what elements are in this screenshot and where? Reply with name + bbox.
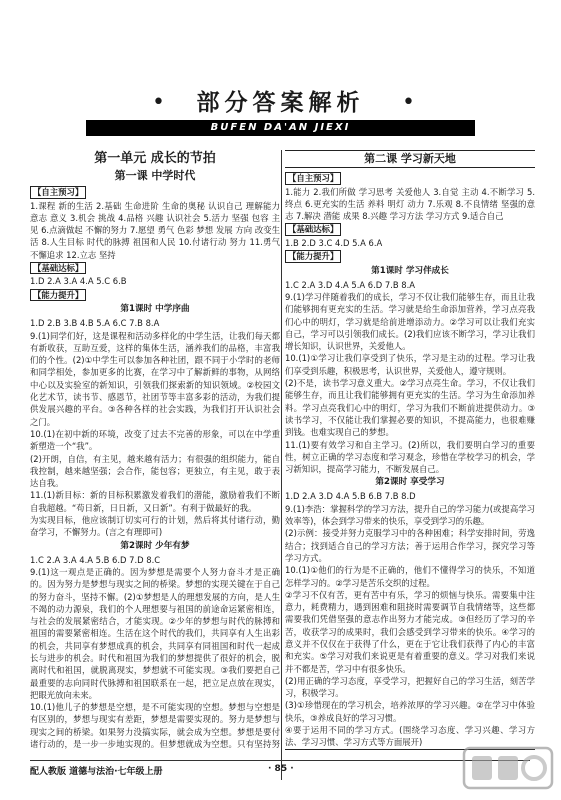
answer-paragraph: (2)示例：接受并努力克服学习中的各种困难；科学安排时间，劳逸结合；找到适合自己的学习方法；善于运用合作学习，探究学习等学习方式。 [285,528,535,563]
answer-paragraph: (2)用正确的学习态度，享受学习，把握好自己的学习生活，刻苦学习，积极学习。 [285,675,535,699]
answer-paragraph: 10.(1)①他们的行为是不正确的，他们不懂得学习的快乐，不知道怎样学习的。②学习是苦乐交织的过程。 [285,565,535,588]
answer-paragraph: 11.(1)新目标：新的目标积累激发着我们的潜能，激励着我们不断自我超越。“苟日新，日日新，又日新”。有利于做最好的我。 [30,490,280,513]
choice-answers: 1.C 2.A 3.D 4.A 5.A 6.D 7.B 8.A [285,279,415,290]
choice-answers: 1.D 2.A 3.D 4.A 5.B 6.B 7.B 8.D [285,491,416,502]
answer-paragraph: 9.(1)同学们好，这是课程和活动多样化的中学生活，让我们每天都有新收获，互助互爱，这样的集体生活，涵养我们的品格，丰富我们的个性。(2)①中学生可以参加各种社团，跟不同于小学时的老师和同学相处，参加更多的比赛，在学习中了解新鲜的事物，从网络中心以及实验室的新知识，引领我们探索新的知识领域。②校园文化艺术节，读书节、感恩节，社团节等丰富多彩的活动，为我们提供发展兴趣的平台。③各种各样的社会实践，为我们打开认识社会之门。 [30,330,280,427]
section-tag-preview: 【自主预习】 [285,172,341,185]
hour-title: 第1课时 学习伴成长 [371,265,449,276]
choice-answers: 1.D 2.B 3.B 4.B 5.A 6.C 7.B 8.A [30,318,160,329]
section-tag-ability: 【能力提升】 [30,289,86,302]
hour-title: 第1课时 中学序曲 [120,304,190,315]
answer-paragraph: 为实现目标，他应该制订切实可行的计划，然后将其付诸行动，勤奋学习，不懈努力。(言之有理即可) [30,515,280,538]
answer-paragraph: 9.(1)李浩：掌握科学的学习方法，提升自己的学习能力(或提高学习效率等)，体会到学习带来的快乐，享受到学习的乐趣。 [285,503,535,527]
left-column [30,150,280,750]
column-divider [281,150,282,780]
watermark-logo-icon [462,742,554,794]
answer-paragraph: ②学习不仅有苦，更有苦中有乐，学习的烦恼与快乐。需要集中注意力，耗费精力，遇到困难和阻挠时需要调节自我情绪等，这些都需要我们凭借坚强的意志作出努力才能完成。③但经历了学习的辛苦，收获学习的成果时，我们会感受到学习带来的快乐。④学习的意义并不仅仅在于获得了什么，更在于它让我们获得了内心的丰富和充实。⑤学习对我们来说更是有着重要的意义。学习对我们来说并不都是苦，学习中有很多快乐。 [285,589,535,674]
hour-title: 第2课时 享受学习 [375,477,445,488]
section-tag-ability: 【能力提升】 [285,250,341,263]
section-tag-preview: 【自主预习】 [30,186,86,199]
footer-rule [30,760,530,761]
answer-paragraph: 9.(1)这一观点是正确的。因为梦想是需要个人努力奋斗才是正确的。因为努力是梦想与现实之间的桥梁。梦想的实现关键在于自己的努力奋斗，坚持不懈。(2)①梦想是人的理想发展的方向，是人生不竭的动力源泉，我们的个人理想要与祖国的前途命运紧密相连，与社会的发展紧密结合，才能实现。②少年的梦想与时代的脉搏和祖国的需要紧密相连。生活在这个时代的我们，共同享有人生出彩的机会，共同享有梦想成真的机会，共同享有同祖国和时代一起成长与进步的机会。时代和祖国为我们的梦想提供了很好的机会，脱离时代和祖国，就脱离现实，梦想就不可能实现。③我们要把自己最重要的志向同时代脉搏和祖国联系在一起，把立足点放在现实，把眼光放向未来。 [30,566,280,700]
answer-paragraph: 9.(1)学习伴随着我们的成长，学习不仅让我们能够生存，而且让我们能够拥有更充实的生活。学习就是给生命添加营养，学习点亮我们心中的明灯，学习就是给前进增添动力。②学习可以让我们充实自己，学习可以引领我们成长。(2)我们应该不断学习，学习让我们增长知识，认识世界，关爱他人。 [285,291,535,352]
answer-paragraph: (3)①珍惜现在的学习机会，培养浓厚的学习兴趣。②在学习中体验快乐，③养成良好的学习习惯。 [285,700,535,723]
basic-answers: 1.D 2.A 3.A 4.A 5.C 6.B [30,276,127,287]
preview-answers: 1.课程 新的生活 2.基础 生命进阶 生命的奥秘 认识自己 理解能力 意志 意义 3.机会 挑战 4.品格 兴趣 认识社会 5.活力 坚强 包容 主见 6.点滴做起 不懈的努力 7.愿望 勇气 色彩 梦想 发展 方向 改变生活 8.人生目标 时代的脉搏 祖国和人民 10.付诸行动 努力 11.勇气 不懈追求 12.立志 坚持 [30,200,280,260]
page-title: 部分答案解析 [196,90,365,116]
header-dot-right: • [402,90,415,115]
subtitle-band [86,120,475,136]
edition-label: 配人教版 道德与法治·七年级上册 [30,767,163,777]
page-number: · 85 · [268,764,294,774]
lesson-title: 第一课 中学时代 [114,169,196,182]
answer-paragraph: 10.(1)在初中新的环境，改变了过去不完善的形象，可以在中学重新塑造一个“我”。 [30,428,280,452]
page-header [0,88,561,118]
lesson-title: 第二课 学习新天地 [285,150,535,168]
hour-title: 第2课时 少年有梦 [120,540,190,551]
section-tag-basic: 【基础达标】 [30,262,86,275]
answer-paragraph: 10.(1)他儿子的梦想是空想，是不可能实现的空想。梦想与空想是有区别的，梦想与现实有差距，梦想是需要实现的。努力是梦想与现实之间的桥梁。如果努力没搞实际，就会成为空想。梦想是要付诸行动的，是一步一步地实现的。但梦想就成为空想。只有坚持努 [30,702,280,750]
preview-answers: 1.能力 2.我们所做 学习思考 关爱他人 3.自觉 主动 4.不断学习 5.终点 6.更充实的生活 养料 明灯 动力 7.乐观 8.不良情绪 坚强的意志 7.解决 潜能 成果 8.兴趣 学习方法 学习方式 9.适合自己 [285,186,535,222]
basic-answers: 1.B 2.D 3.C 4.D 5.A 6.A [285,237,383,248]
answer-paragraph: 11.(1)要有效学习和自主学习。(2)所以，我们要明白学习的重要性，树立正确的学习态度和学习观念，珍惜在学校学习的机会，学习新知识，提高学习能力，不断发展自己。 [285,439,535,475]
answer-paragraph: (2)不是，读书学习意义重大。②学习点亮生命。学习，不仅让我们能够生存，而且让我们能够拥有更充实的生活。学习为生命添加养料。学习点亮我们心中的明灯，学习为我们不断前进提供动力。③读书学习，不仅能让我们掌握必要的知识，不提高能力，也很难赚到钱。也难实现自己的梦想。 [285,378,535,438]
header-dot-left: • [152,90,165,115]
answer-paragraph: 10.(1)①学习让我们享受到了快乐，学习是主动的过程。学习让我们享受到乐趣，积极思考，认识世界，关爱他人，遵守规则。 [285,353,535,376]
section-tag-basic: 【基础达标】 [285,223,341,236]
unit-title: 第一单元 成长的节拍 [94,151,216,166]
answer-paragraph: (2)开朗，自信，有主见，越来越有活力；有很强的组织能力，能自我控制，越来越坚强；会合作，能包容；更独立，有主见，敢于表达自我。 [30,453,280,489]
page-subtitle: BUFEN DA'AN JIEXI [210,122,351,133]
choice-answers: 1.C 2.A 3.A 4.A 5.B 6.D 7.D 8.C [30,554,161,565]
answer-paragraph: ④要于运用不同的学习方式。(围绕学习态度、学习兴趣、学习方法、学习习惯、学习方式等方面展开) [285,725,535,748]
right-column [285,150,535,750]
